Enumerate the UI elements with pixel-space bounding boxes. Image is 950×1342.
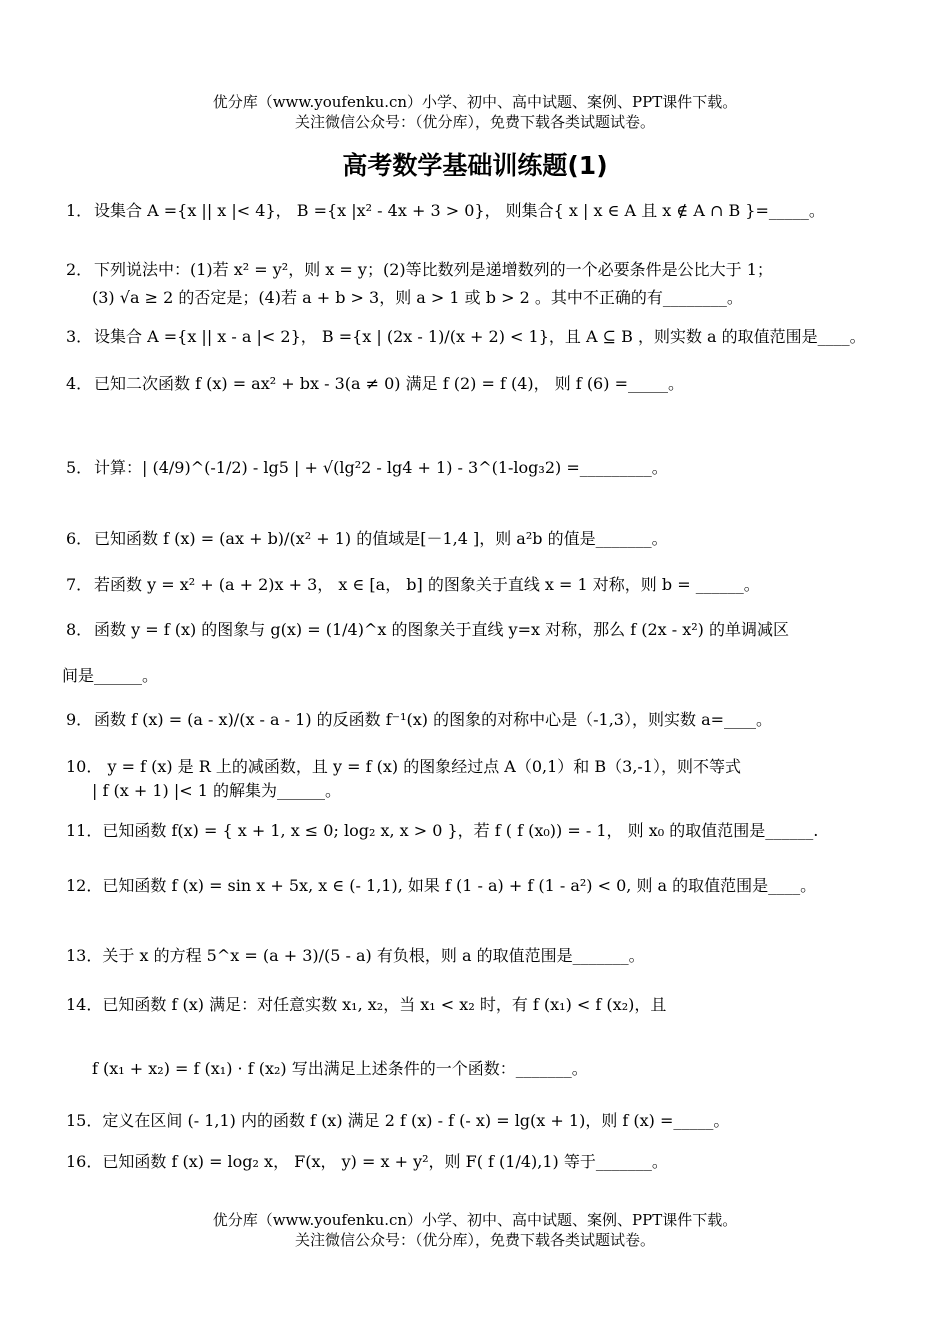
question-number: 6． [66,529,93,548]
question-text: 已知函数 f (x) = sin x + 5x, x ∈ (- 1,1), 如果 f (1 - a) + f (1 - a²) < 0, 则 a 的取值范围是____。 [102,876,817,895]
page-footer [0,1210,950,1250]
question-number: 10． [66,757,103,776]
question-1 [66,200,896,222]
question-text: 已知二次函数 f (x) = ax² + bx - 3(a ≠ 0) 满足 f (2) = f (4)， 则 f (6) =_____。 [94,374,684,393]
page-title: 高考数学基础训练题(1) [342,151,608,180]
question-text: 设集合 A ={x || x - a |< 2}， B ={x | (2x - 1)/(x + 2) < 1}，且 A ⊆ B ，则实数 a 的取值范围是____。 [94,327,866,346]
question-number: 9． [66,710,93,729]
question-14 [66,994,896,1080]
question-text: 计算：| (4/9)^(-1/2) - lg5 | + √(lg²2 - lg4 + 1) - 3^(1-log₃2) =_________。 [94,458,668,477]
question-number: 16． [66,1152,103,1171]
question-12 [66,875,896,897]
question-text: 函数 f (x) = (a - x)/(x - a - 1) 的反函数 f⁻¹(x) 的图象的对称中心是（-1,3），则实数 a=____。 [94,710,773,729]
question-text: y = f (x) 是 R 上的减函数，且 y = f (x) 的图象经过点 A（0,1）和 B（3,-1），则不等式 [102,757,741,776]
question-number: 4． [66,374,93,393]
question-5 [66,457,896,479]
question-text: 已知函数 f (x) = (ax + b)/(x² + 1) 的值域是[－1,4 ]，则 a²b 的值是_______。 [94,529,668,548]
question-16 [66,1151,896,1173]
question-text-continued: 间是______。 [62,666,159,685]
question-number: 15． [66,1111,103,1130]
footer-line-1: 优分库（www.youfenku.cn）小学、初中、高中试题、案例、PPT课件下载。 [212,1211,738,1229]
question-text: 若函数 y = x² + (a + 2)x + 3， x ∈ [a， b] 的图象关于直线 x = 1 对称，则 b = ______。 [94,575,760,594]
page-header [0,92,950,132]
question-text: 设集合 A ={x || x |< 4}， B ={x |x² - 4x + 3 > 0}， 则集合{ x | x ∈ A 且 x ∉ A ∩ B }=_____。 [94,201,825,220]
question-number: 3． [66,327,93,346]
header-line-2: 关注微信公众号：（优分库），免费下载各类试题试卷。 [294,113,655,131]
question-text-continued: (3) √a ≥ 2 的否定是；(4)若 a + b > 3，则 a > 1 或 b > 2 。其中不正确的有________。 [92,288,743,307]
question-number: 8． [66,620,93,639]
question-2 [66,259,896,309]
header-line-1: 优分库（www.youfenku.cn）小学、初中、高中试题、案例、PPT课件下载。 [212,93,738,111]
question-number: 1． [66,201,93,220]
question-number: 13． [66,946,103,965]
question-7 [66,574,896,596]
question-text-continued: f (x₁ + x₂) = f (x₁) · f (x₂) 写出满足上述条件的一个函数：_______。 [92,1059,588,1078]
question-13 [66,945,896,967]
question-text: 下列说法中：(1)若 x² = y²，则 x = y；(2)等比数列是递增数列的一个必要条件是公比大于 1； [94,260,773,279]
question-3 [66,326,896,348]
question-number: 12． [66,876,103,895]
footer-line-2: 关注微信公众号：（优分库），免费下载各类试题试卷。 [294,1231,655,1249]
question-6 [66,528,896,550]
question-15 [66,1110,896,1132]
question-4 [66,373,896,395]
question-9 [66,709,896,731]
question-number: 2． [66,260,93,279]
question-11 [66,820,896,842]
question-text: 关于 x 的方程 5^x = (a + 3)/(5 - a) 有负根，则 a 的取值范围是_______。 [102,946,645,965]
question-number: 7． [66,575,93,594]
question-text: 已知函数 f (x) = log₂ x， F(x， y) = x + y²，则 F( f (1/4),1) 等于_______。 [102,1152,668,1171]
question-8 [62,619,896,687]
question-text-continued: | f (x + 1) |< 1 的解集为______。 [92,781,341,800]
question-number: 5． [66,458,93,477]
question-text: 定义在区间 (- 1,1) 内的函数 f (x) 满足 2 f (x) - f (- x) = lg(x + 1)，则 f (x) =_____。 [102,1111,730,1130]
question-number: 14． [66,995,103,1014]
question-10 [66,756,896,802]
question-number: 11． [66,821,103,840]
question-text: 函数 y = f (x) 的图象与 g(x) = (1/4)^x 的图象关于直线 y=x 对称，那么 f (2x - x²) 的单调减区 [94,620,789,639]
question-text: 已知函数 f (x) 满足：对任意实数 x₁, x₂，当 x₁ < x₂ 时，有 f (x₁) < f (x₂)，且 [102,995,667,1014]
question-text: 已知函数 f(x) = { x + 1, x ≤ 0; log₂ x, x > 0 }，若 f ( f (x₀)) = - 1， 则 x₀ 的取值范围是______. [102,821,819,840]
